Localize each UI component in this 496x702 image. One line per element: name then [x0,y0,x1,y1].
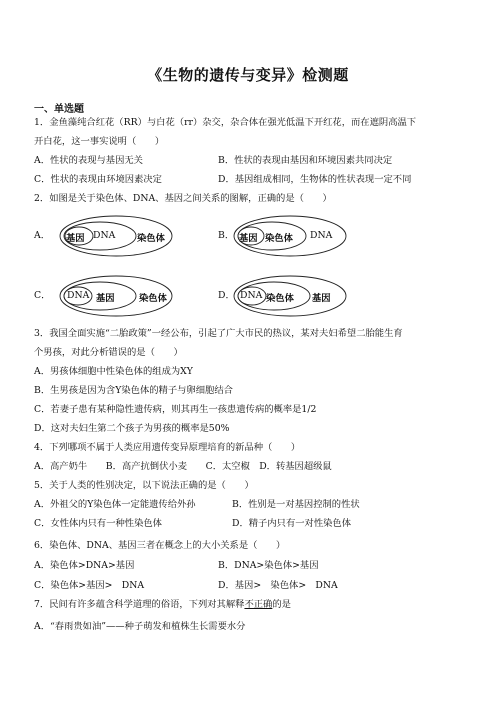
q2-c-label-dna: DNA [67,290,90,301]
q1-stem-line2: 开白花，这一事实说明（ ） [34,136,165,147]
q7-option-a: A．“春雨贵如油”——种子萌发和植株生长需要水分 [34,621,246,632]
q2-a-label-gene: 基因 [66,233,85,244]
q2-option-c-letter: C． [34,290,51,301]
q1-option-a: A．性状的表现与基因无关 [34,155,143,166]
q6-option-c: C．染色体>基因> DNA [34,580,145,591]
q2-stem: 2．如图是关于染色体、DNA、基因之间关系的图解，正确的是（ ） [34,193,332,204]
q4-options: A．高产奶牛 B．高产抗倒伏小麦 C．太空椒 D．转基因超级鼠 [34,461,332,472]
q2-option-d-letter: D． [218,290,235,301]
q6-option-b: B．DNA>染色体>基因 [218,560,319,571]
q2-a-label-dna: DNA [93,230,116,241]
q5-option-d: D．精子内只有一对性染色体 [232,518,352,529]
q2-c-label-chromosome: 染色体 [139,293,167,304]
q2-c-label-gene: 基因 [96,293,115,304]
q2-a-label-chromosome: 染色体 [137,233,165,244]
q1-option-d: D．基因组成相同，生物体的性状表现一定不同 [218,174,412,185]
q2-option-a-letter: A． [34,230,51,241]
q1-stem-line1: 1．金鱼藻纯合红花（RR）与白花（rr）杂交，杂合体在强光低温下开红花，而在遮阴高温下 [34,117,417,128]
q2-option-b-letter: B． [218,230,235,241]
q2-diagram-a [58,214,174,258]
q5-stem: 5．关于人类的性别决定，以下说法正确的是（ ） [34,480,254,491]
q5-option-b: B．性别是一对基因控制的性状 [232,499,360,510]
q2-diagram-c [58,274,174,318]
q3-option-a: A．男孩体细胞中性染色体的组成为XY [34,366,193,377]
q3-option-d: D．这对夫妇生第二个孩子为男孩的概率是50% [34,423,230,434]
q3-stem-line1: 3．我国全面实施“二胎政策”一经公布，引起了广大市民的热议，某对夫妇希望二胎能生育 [34,328,403,339]
q1-option-b: B．性状的表现由基因和环境因素共同决定 [218,155,393,166]
q6-stem: 6．染色体、DNA、基因三者在概念上的大小关系是（ ） [34,540,286,551]
q6-option-a: A．染色体>DNA>基因 [34,560,135,571]
q2-d-label-chromosome: 染色体 [266,293,294,304]
q7-stem-post: 的是 [272,599,291,610]
q2-diagram-b [232,214,348,258]
q2-d-label-dna: DNA [240,290,263,301]
q7-stem-emphasis: 不正确 [244,599,273,610]
q3-option-c: C．若妻子患有某种隐性遗传病，则其再生一孩患遗传病的概率是1/2 [34,404,317,415]
q5-option-a: A．外祖父的Y染色体一定能遗传给外孙 [34,499,196,510]
page-title: 《生物的遗传与变异》检测题 [147,66,349,84]
q2-b-label-chromosome: 染色体 [265,233,293,244]
q2-b-label-dna: DNA [310,230,333,241]
q7-stem-pre: 7．民间有许多蕴含科学道理的俗语，下列对其解释 [34,599,245,610]
q4-stem: 4．下列哪项不属于人类应用遗传变异原理培育的新品种（ ） [34,442,301,453]
q3-option-b: B．生男孩是因为含Y染色体的精子与卵细胞结合 [34,385,233,396]
section-heading: 一、单选题 [34,104,84,115]
q2-b-label-gene: 基因 [239,233,258,244]
q6-option-d: D．基因> 染色体> DNA [218,580,338,591]
q2-d-label-gene: 基因 [312,293,331,304]
q3-stem-line2: 个男孩，对此分析错误的是（ ） [34,347,183,358]
q7-stem [34,599,291,611]
q2-diagram-d [232,274,348,318]
q5-option-c: C．女性体内只有一种性染色体 [34,518,162,529]
q1-option-c: C．性状的表现由环境因素决定 [34,174,162,185]
